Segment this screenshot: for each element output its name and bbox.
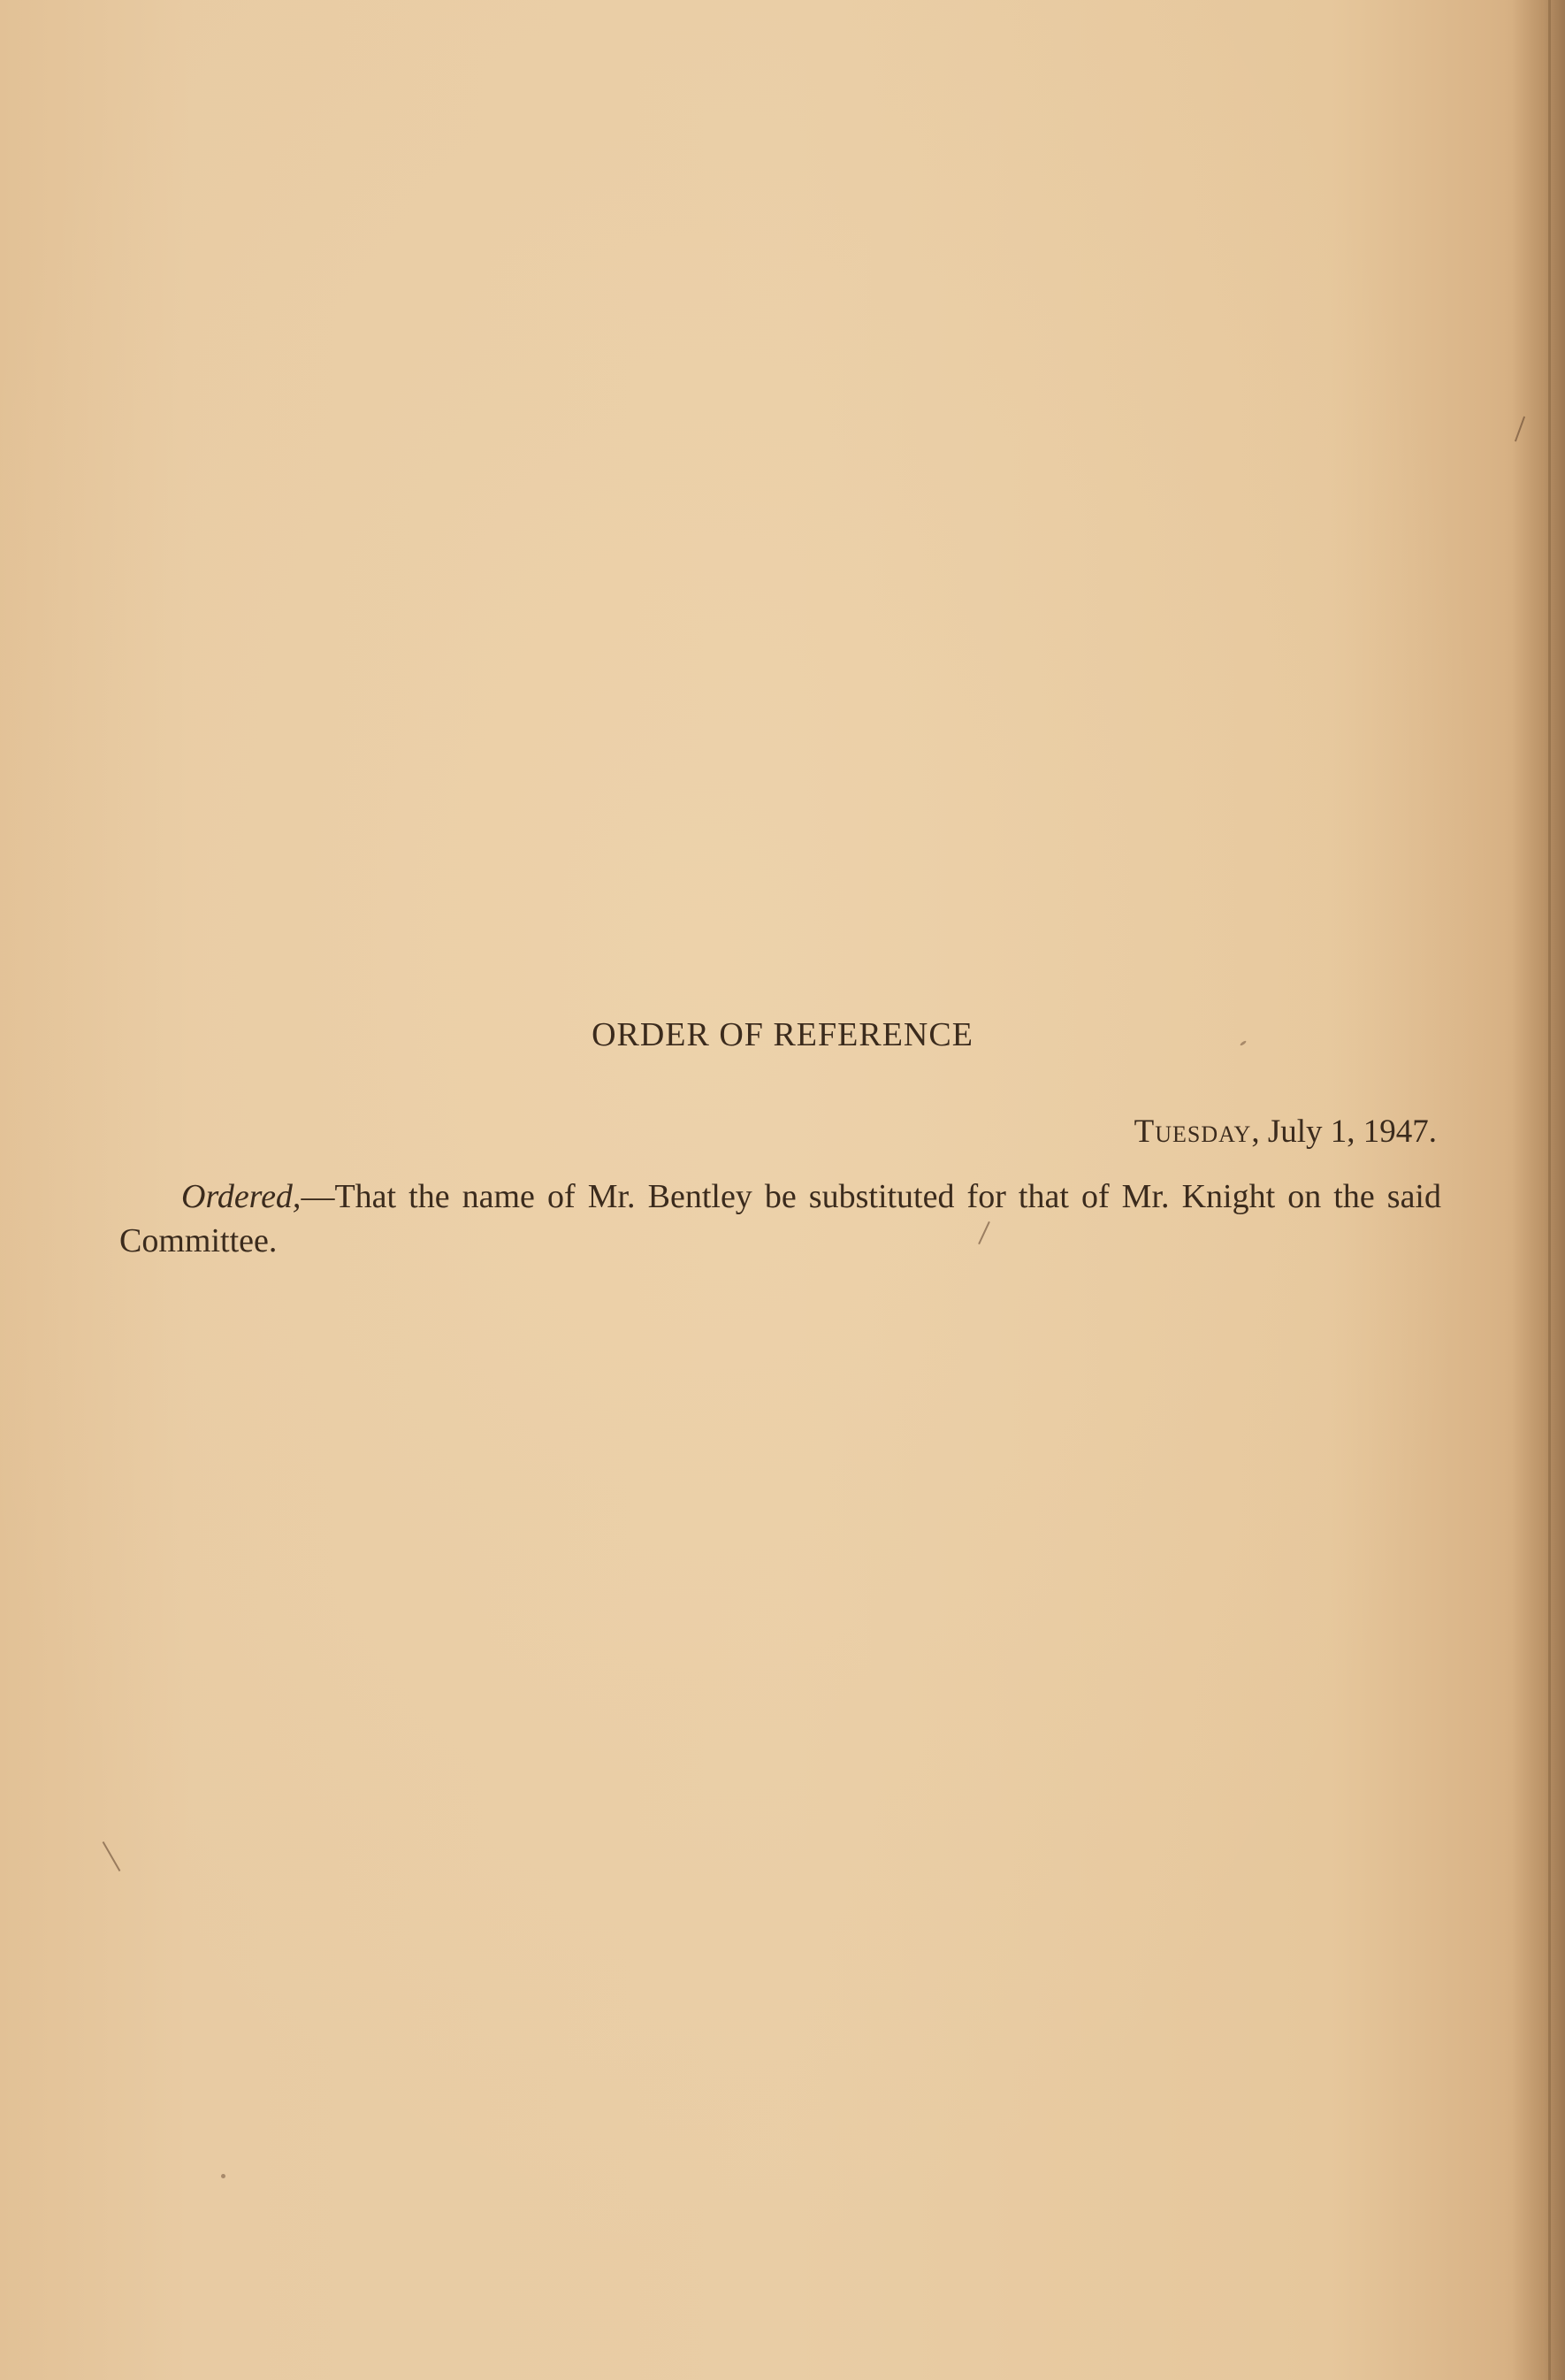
page-edge-line <box>1548 0 1551 2380</box>
page-edge-shadow <box>1512 0 1565 2380</box>
date-rest: , July 1, 1947. <box>1251 1113 1437 1150</box>
order-paragraph <box>119 1175 1441 1263</box>
order-text: —That the name of Mr. Bentley be substituted for that of Mr. Knight on the said Committee. <box>119 1178 1441 1259</box>
document-heading: ORDER OF REFERENCE <box>592 1016 973 1053</box>
paper-speck <box>221 2174 225 2178</box>
date-weekday: Tuesday <box>1134 1113 1252 1150</box>
pencil-mark <box>103 1841 121 1871</box>
document-date <box>1134 1113 1437 1151</box>
ordered-label: Ordered, <box>181 1178 302 1215</box>
